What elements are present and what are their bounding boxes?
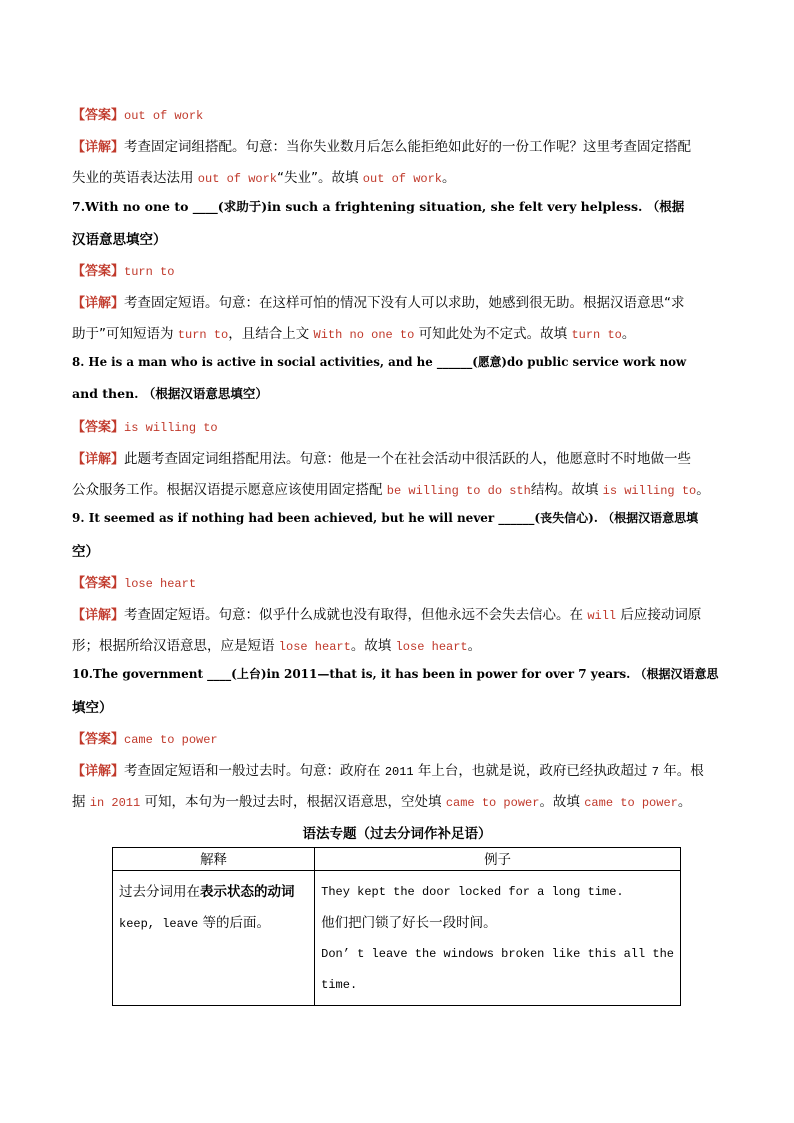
q8-answer: is willing to (124, 421, 218, 435)
q8-detail-term: be willing to do sth (386, 484, 531, 498)
q6-detail-term: out of work (197, 172, 278, 186)
q10-detail-text: 。故填 (539, 794, 585, 810)
q10-answer-line (72, 728, 724, 747)
q9-detail-text: 考查固定短语。句意：似乎什么成就也没有取得，但他永远不会失去信心。在 (124, 607, 588, 623)
q7-question-line1: 7.With no one to ____(求助于)in such a frightening situation, she felt very helpless. （根据 (72, 199, 685, 214)
q10-detail-term: came to power (445, 796, 540, 810)
q6-answer: out of work (124, 109, 204, 123)
q6-detail-term: out of work (362, 172, 443, 186)
q6-detail-text: 失业的英语表达法用 (72, 170, 198, 186)
q10-detail-number: 7 (651, 765, 659, 779)
q6-detail-text: 。 (442, 170, 456, 186)
q9-answer: lose heart (124, 577, 197, 591)
table-header-row (113, 848, 681, 871)
explanation-verbs: keep, leave (119, 917, 199, 931)
answer-label: 【答案】 (72, 108, 125, 123)
grammar-title: 语法专题（过去分词作补足语） (302, 826, 492, 842)
answer-label: 【答案】 (72, 420, 125, 435)
q7-question-line2: 汉语意思填空） (72, 232, 167, 248)
explanation-text: 等的后面。 (198, 915, 271, 931)
example-line3: Don’ t leave the windows broken like this all the (321, 947, 674, 961)
q6-detail-line2 (72, 166, 724, 186)
answer-label: 【答案】 (72, 264, 125, 279)
example-line1: They kept the door locked for a long time. (321, 885, 624, 899)
table-header-explanation: 解释 (113, 848, 315, 871)
q10-detail-text: 考查固定短语和一般过去时。句意：政府在 (124, 763, 385, 779)
explanation-line2 (119, 908, 308, 940)
detail-label: 【详解】 (72, 608, 125, 623)
explanation-line1 (119, 877, 308, 908)
example-cell (315, 871, 681, 1006)
q8-answer-line (72, 416, 724, 435)
q9-detail-text: 。故填 (350, 638, 396, 654)
q9-detail-term: will (587, 609, 617, 623)
q9-detail-text: 后应接动词原 (616, 607, 702, 623)
q7-detail-term: With no one to (313, 328, 415, 342)
q10-detail-text: 年上台，也就是说，政府已经执政超过 (413, 763, 652, 779)
q10-detail-text: 。 (677, 794, 692, 810)
q10-detail-line2 (72, 790, 724, 810)
q7-detail-line2 (72, 322, 724, 342)
q6-answer-line (72, 104, 724, 123)
q9-detail-text: 形；根据所给汉语意思，应是短语 (72, 638, 279, 654)
q8-question-line1: 8. He is a man who is active in social activities, and he ______(愿意)do public service work now (72, 355, 687, 369)
q7-detail-text: 考查固定短语。句意：在这样可怕的情况下没有人可以求助，她感到很无助。根据汉语意思“求 (124, 295, 685, 311)
q6-detail-text: “失业”。故填 (277, 170, 363, 186)
q8-detail-text: 结构。故填 (530, 482, 603, 498)
detail-label: 【详解】 (72, 296, 125, 311)
grammar-table (112, 847, 681, 1006)
q10-detail-text: 年。根 (658, 763, 704, 779)
answer-label: 【答案】 (72, 576, 125, 591)
explanation-bold: 表示状态的动词 (200, 884, 295, 900)
q7-answer: turn to (124, 265, 175, 279)
example-line2: 他们把门锁了好长一段时间。 (321, 915, 497, 931)
q10-answer: came to power (124, 733, 218, 747)
q8-detail-line1 (72, 447, 724, 467)
q10-detail-term: came to power (584, 796, 678, 810)
detail-label: 【详解】 (72, 764, 125, 779)
q7-detail-line1 (72, 291, 724, 311)
q6-detail-text: 考查固定词组搭配。句意：当你失业数月后怎么能拒绝如此好的一份工作呢？这里考查固定搭配 (124, 139, 692, 155)
q7-detail-term: turn to (571, 328, 622, 342)
q7-detail-text: ，且结合上文 (228, 326, 314, 342)
q10-detail-term: in 2011 (89, 796, 141, 810)
q9-detail-line2 (72, 634, 724, 654)
q8-question-line2: and then. （根据汉语意思填空） (72, 386, 268, 401)
example-line4: time. (321, 978, 358, 992)
q9-question-line2: 空） (72, 544, 99, 560)
q10-detail-text: 据 (72, 794, 90, 810)
q7-detail-text: 。 (621, 326, 636, 342)
detail-label: 【详解】 (72, 452, 125, 467)
q10-detail-line1 (72, 759, 724, 779)
table-header-example: 例子 (315, 848, 681, 871)
q9-question-line1: 9. It seemed as if nothing had been achieved, but he will never ______(丧失信心). （根据汉语意思填 (72, 511, 699, 525)
explanation-text: 过去分词用在 (119, 884, 200, 900)
detail-label: 【详解】 (72, 140, 125, 155)
table-row (113, 871, 681, 1006)
q7-detail-term: turn to (177, 328, 229, 342)
q9-detail-term: lose heart (278, 640, 351, 654)
q8-detail-text: 。 (696, 482, 710, 498)
explanation-cell (113, 871, 315, 1006)
q6-detail-line1 (72, 135, 724, 155)
q10-question-line2: 填空） (72, 700, 113, 716)
q9-detail-text: 。 (467, 638, 482, 654)
q10-detail-number: 2011 (384, 765, 414, 779)
q7-detail-text: 助于”可知短语为 (72, 326, 178, 342)
q9-detail-line1 (72, 603, 724, 623)
q9-answer-line (72, 572, 724, 591)
q8-detail-line2 (72, 478, 724, 498)
answer-label: 【答案】 (72, 732, 125, 747)
q10-detail-text: 可知，本句为一般过去时，根据汉语意思，空处填 (140, 794, 446, 810)
q8-detail-text: 此题考查固定词组搭配用法。句意：他是一个在社会活动中很活跃的人，他愿意时不时地做一些 (124, 451, 692, 467)
q7-detail-text: 可知此处为不定式。故填 (414, 326, 572, 342)
q8-detail-term: is willing to (602, 484, 697, 498)
q7-answer-line (72, 260, 724, 279)
q8-detail-text: 公众服务工作。根据汉语提示愿意应该使用固定搭配 (72, 482, 387, 498)
q10-question-line1: 10.The government ____(上台)in 2011—that is, it has been in power for over 7 years. （根据汉语意思 (72, 667, 719, 681)
q9-detail-term: lose heart (395, 640, 468, 654)
